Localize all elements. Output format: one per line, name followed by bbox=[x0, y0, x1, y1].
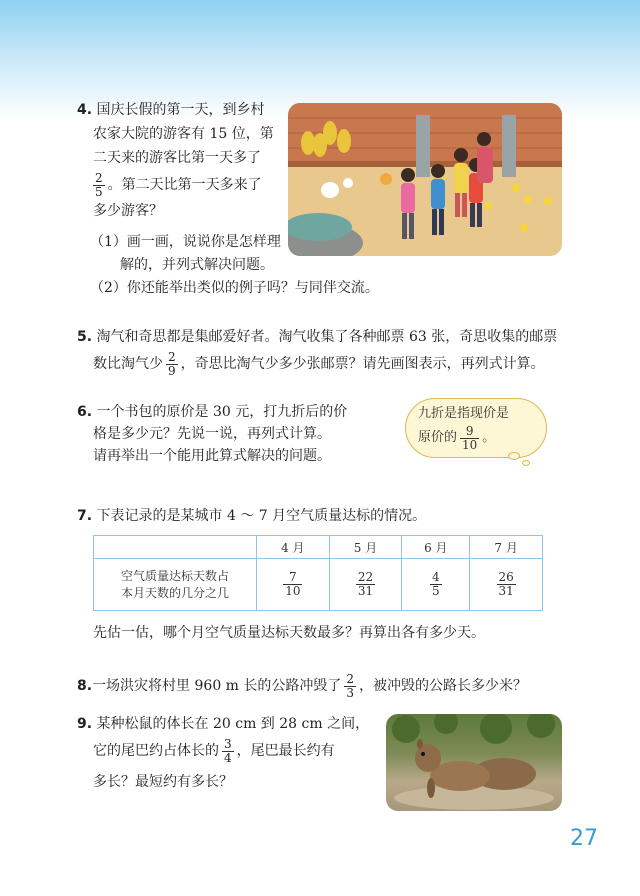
q5-line-2 bbox=[93, 348, 545, 380]
row-label-line-1: 空气质量达标天数占 bbox=[120, 568, 229, 583]
q5-line-1 bbox=[77, 327, 557, 347]
q5-frac-d: 9 bbox=[168, 363, 176, 378]
july-fraction bbox=[497, 571, 516, 598]
table-header-month: 4 月 bbox=[257, 536, 330, 559]
q8-text-tail: ，被冲毁的公路长多少米？ bbox=[359, 678, 528, 694]
q5-text-1: 淘气和奇思都是集邮爱好者。淘气收集了各种邮票 63 张，奇思收集的邮票 bbox=[96, 329, 558, 345]
june-frac-d: 5 bbox=[432, 584, 440, 598]
q6-line-3: 请再举出一个能用此算式解决的问题。 bbox=[93, 448, 331, 464]
table-row bbox=[94, 559, 543, 611]
q8-line bbox=[77, 669, 527, 703]
q9-number: 9. bbox=[77, 716, 93, 732]
q8-number: 8. bbox=[77, 678, 93, 694]
may-frac-d: 31 bbox=[357, 584, 374, 598]
q4-line-5: 多少游客？ bbox=[93, 203, 163, 219]
table-header-row bbox=[94, 536, 543, 559]
cloud-frac-d: 10 bbox=[462, 437, 478, 452]
table-header-month: 7 月 bbox=[470, 536, 543, 559]
may-frac-n: 22 bbox=[357, 570, 374, 584]
q9-text-2a: 它的尾巴约占体长的 bbox=[93, 743, 219, 759]
q7-text-1: 下表记录的是某城市 4 ～ 7 月空气质量达标的情况。 bbox=[96, 508, 427, 524]
q9-line-2 bbox=[93, 734, 335, 768]
cloud-frac-n: 9 bbox=[465, 423, 474, 438]
q5-text-2b: ，奇思比淘气少多少张邮票？请先画图表示，再列式计算。 bbox=[180, 356, 545, 372]
q4-line-1 bbox=[77, 100, 265, 120]
q4-text-4: 。第二天比第一天多来了 bbox=[107, 177, 262, 193]
q4-number: 4. bbox=[77, 102, 93, 118]
q4-text-1: 国庆长假的第一天，到乡村 bbox=[96, 102, 265, 118]
table-header-month: 6 月 bbox=[402, 536, 470, 559]
q7-after: 先估一估，哪个月空气质量达标天数最多？再算出各有多少天。 bbox=[93, 625, 485, 641]
june-fraction bbox=[430, 571, 442, 598]
air-quality-table bbox=[93, 535, 543, 611]
q4-line-3: 二天来的游客比第一天多了 bbox=[93, 150, 261, 166]
q6-text-1: 一个书包的原价是 30 元，打九折后的价 bbox=[96, 404, 348, 420]
table-corner-cell bbox=[94, 536, 257, 559]
table-cell-july bbox=[470, 559, 543, 611]
q4-sub-1b: 解的，并列式解决问题。 bbox=[120, 257, 274, 273]
q8-fraction bbox=[344, 673, 356, 700]
table-row-label bbox=[94, 559, 257, 611]
q9-line-3: 多长？最短约有多长？ bbox=[93, 774, 233, 790]
q7-number: 7. bbox=[77, 508, 93, 524]
table-cell-may bbox=[329, 559, 402, 611]
q9-line-1 bbox=[77, 714, 369, 734]
q9-frac-n: 3 bbox=[224, 736, 232, 751]
may-fraction bbox=[356, 571, 375, 598]
q9-frac-d: 4 bbox=[224, 750, 232, 765]
q6-line-1 bbox=[77, 402, 347, 422]
cloud-fraction bbox=[460, 425, 479, 452]
q5-text-2a: 数比淘气少 bbox=[93, 356, 163, 372]
july-frac-n: 26 bbox=[498, 570, 514, 584]
q9-text-1: 某种松鼠的体长在 20 cm 到 28 cm 之间， bbox=[96, 716, 370, 732]
cloud-text-tail: 。 bbox=[482, 430, 496, 445]
cloud-line-2 bbox=[418, 423, 495, 453]
q8-text-head: 一场洪灾将村里 960 m 长的公路冲毁了 bbox=[92, 678, 342, 694]
row-label-line-2: 本月天数的几分之几 bbox=[120, 585, 229, 600]
june-frac-n: 4 bbox=[432, 570, 440, 584]
table-cell-june bbox=[402, 559, 470, 611]
cloud-bubble-1 bbox=[508, 452, 520, 460]
q9-fraction bbox=[222, 738, 234, 765]
q4-line-4 bbox=[90, 169, 262, 201]
july-frac-d: 31 bbox=[498, 584, 514, 598]
cloud-bubble-2 bbox=[522, 460, 530, 466]
squirrel-drawing bbox=[386, 714, 562, 811]
village-yard-illustration bbox=[288, 103, 562, 256]
q5-frac-n: 2 bbox=[168, 349, 176, 364]
q4-frac-d: 5 bbox=[95, 184, 103, 199]
q6-line-2: 格是多少元？先说一说，再列式计算。 bbox=[93, 426, 331, 442]
q4-frac-n: 2 bbox=[95, 170, 103, 185]
april-frac-n: 7 bbox=[289, 570, 297, 584]
q8-frac-n: 2 bbox=[346, 671, 355, 686]
cloud-text-1: 九折是指现价是 bbox=[418, 406, 510, 421]
hint-thought-cloud bbox=[405, 398, 547, 458]
april-fraction bbox=[283, 571, 302, 598]
q4-line-2: 农家大院的游客有 15 位，第 bbox=[93, 126, 274, 142]
q7-line-1 bbox=[77, 506, 426, 526]
q5-fraction bbox=[166, 351, 178, 378]
q4-sub-2: （2）你还能举出类似的例子吗？与同伴交流。 bbox=[90, 280, 379, 296]
q4-sub-1a: （1）画一画，说说你是怎样理 bbox=[90, 234, 281, 250]
ground-squirrel-photo bbox=[386, 714, 562, 811]
q4-fraction bbox=[93, 172, 105, 199]
q6-number: 6. bbox=[77, 404, 93, 420]
village-yard-drawing bbox=[288, 103, 562, 256]
table-header-month: 5 月 bbox=[329, 536, 402, 559]
april-frac-d: 10 bbox=[285, 584, 301, 598]
q8-frac-d: 3 bbox=[346, 685, 355, 700]
page-number: 27 bbox=[570, 826, 598, 851]
cloud-text-2: 原价的 bbox=[418, 430, 458, 445]
table-cell-april bbox=[257, 559, 330, 611]
q9-text-2b: ，尾巴最长约有 bbox=[236, 743, 335, 759]
q5-number: 5. bbox=[77, 329, 93, 345]
